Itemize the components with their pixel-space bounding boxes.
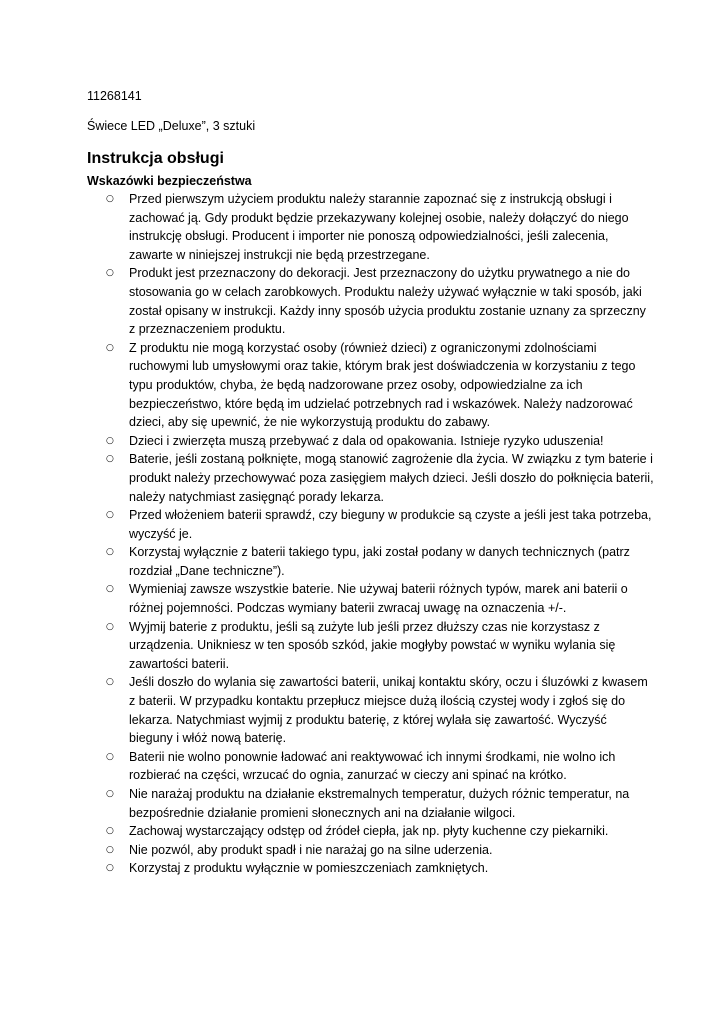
list-item-text: Wyjmij baterie z produktu, jeśli są zużyte lub jeśli przez dłuższy czas nie korzystasz z urządzenia. Unikniesz w ten sposób szkód, jakie mogłyby powstać w wyniku wylania się zawartości baterii. [129, 619, 616, 671]
list-item [0, 450, 724, 506]
list-item [0, 580, 724, 617]
list-item-text: Wymieniaj zawsze wszystkie baterie. Nie używaj baterii różnych typów, marek ani baterii o różnej pojemności. Podczas wymiany baterii zwracaj uwagę na oznaczenia +/-. [129, 582, 628, 616]
hollow-circle-icon: ○ [106, 454, 114, 465]
document-title: Instrukcja obsługi [87, 150, 224, 167]
hollow-circle-icon: ○ [106, 268, 114, 279]
list-item [0, 190, 724, 264]
list-item-text: Dzieci i zwierzęta muszą przebywać z dala od opakowania. Istnieje ryzyko uduszenia! [129, 433, 604, 448]
list-item-text: Baterii nie wolno ponownie ładować ani reaktywować ich innymi środkami, nie wolno ich rozbierać na części, wrzucać do ognia, zanurzać w cieczy ani spinać na krótko. [129, 749, 616, 783]
hollow-circle-icon: ○ [106, 342, 114, 353]
list-item [0, 859, 724, 878]
list-item [0, 673, 724, 747]
hollow-circle-icon: ○ [106, 194, 114, 204]
list-item-text: Produkt jest przeznaczony do dekoracji. Jest przeznaczony do użytku prywatnego a nie do stosowania go w celach zarobkowych. Produktu należy używać wyłącznie w taki sposób, jaki został opisany w instrukcji. Każdy inny sposób użycia produktu zostanie uznany za sprzeczny z przeznaczeniem produktu. [129, 266, 646, 337]
list-item-text: Jeśli doszło do wylania się zawartości baterii, unikaj kontaktu skóry, oczu i śluzówki z kwasem z baterii. W przypadku kontaktu przepłucz miejsce dużą ilością czystej wody i zgłoś się do lekarza. Natychmiast wyjmij z produktu baterię, z której wylała się zawartość. Wyczyść bieguny i włóż nową baterię. [129, 675, 648, 746]
hollow-circle-icon: ○ [106, 677, 114, 688]
list-item [0, 506, 724, 543]
hollow-circle-icon: ○ [106, 751, 114, 762]
list-item [0, 264, 724, 338]
hollow-circle-icon: ○ [106, 547, 114, 558]
hollow-circle-icon: ○ [106, 844, 114, 855]
list-item [0, 432, 724, 451]
list-item-text: Korzystaj wyłącznie z baterii takiego typu, jaki został podany w danych technicznych (patrz rozdział „Dane techniczne”). [129, 545, 630, 578]
list-item-text: Nie pozwól, aby produkt spadł i nie narażaj go na silne uderzenia. [129, 842, 493, 857]
list-item-text: Korzystaj z produktu wyłącznie w pomieszczeniach zamkniętych. [129, 861, 489, 876]
list-item [0, 822, 724, 841]
list-item-text: Przed włożeniem baterii sprawdź, czy bieguny w produkcie są czyste a jeśli jest taka potrzeba, wyczyść je. [129, 508, 652, 541]
product-name: Świece LED „Deluxe”, 3 sztuki [87, 119, 256, 133]
hollow-circle-icon: ○ [106, 826, 114, 837]
list-item [0, 618, 724, 674]
list-item [0, 543, 724, 580]
list-item-text: Zachowaj wystarczający odstęp od źródeł ciepła, jak np. płyty kuchenne czy piekarniki. [129, 824, 609, 839]
list-item [0, 841, 724, 860]
list-item [0, 785, 724, 822]
list-item-text: Nie narażaj produktu na działanie ekstremalnych temperatur, dużych różnic temperatur, na bezpośrednie działanie promieni słonecznych ani na działanie wilgoci. [129, 787, 630, 820]
hollow-circle-icon: ○ [106, 584, 114, 595]
list-item [0, 748, 724, 785]
hollow-circle-icon: ○ [106, 789, 114, 799]
hollow-circle-icon: ○ [106, 863, 114, 874]
hollow-circle-icon: ○ [106, 435, 114, 446]
safety-instructions-list [0, 190, 724, 878]
section-heading: Wskazówki bezpieczeństwa [87, 174, 252, 188]
list-item-text: Przed pierwszym użyciem produktu należy starannie zapoznać się z instrukcją obsługi i zachować ją. Gdy produkt będzie przekazywany kolejnej osobie, należy dołączyć do niego instrukcję obsługi. Producent i importer nie ponoszą odpowiedzialności, jeśli zalecenia, zawarte w niniejszej instrukcji nie będą przestrzegane. [129, 192, 629, 262]
article-number: 11268141 [87, 89, 142, 103]
hollow-circle-icon: ○ [106, 510, 114, 521]
hollow-circle-icon: ○ [106, 621, 114, 632]
list-item-text: Z produktu nie mogą korzystać osoby (również dzieci) z ograniczonymi zdolnościami ruchowymi lub umysłowymi oraz takie, którym brak jest doświadczenia w korzystaniu z tego typu produktów, chyba, że będą nadzorowane przez osoby, odpowiedzialne za ich bezpieczeństwo, które będą im udzielać potrzebnych rad i wskazówek. Należy nadzorować dzieci, aby się upewnić, że nie wykorzystują produktu do zabawy. [129, 340, 636, 430]
list-item [0, 339, 724, 432]
list-item-text: Baterie, jeśli zostaną połknięte, mogą stanowić zagrożenie dla życia. W związku z tym baterie i produkt należy przechowywać poza zasięgiem małych dzieci. Jeśli doszło do połknięcia baterii, należy natychmiast zasięgnąć porady lekarza. [129, 452, 654, 504]
